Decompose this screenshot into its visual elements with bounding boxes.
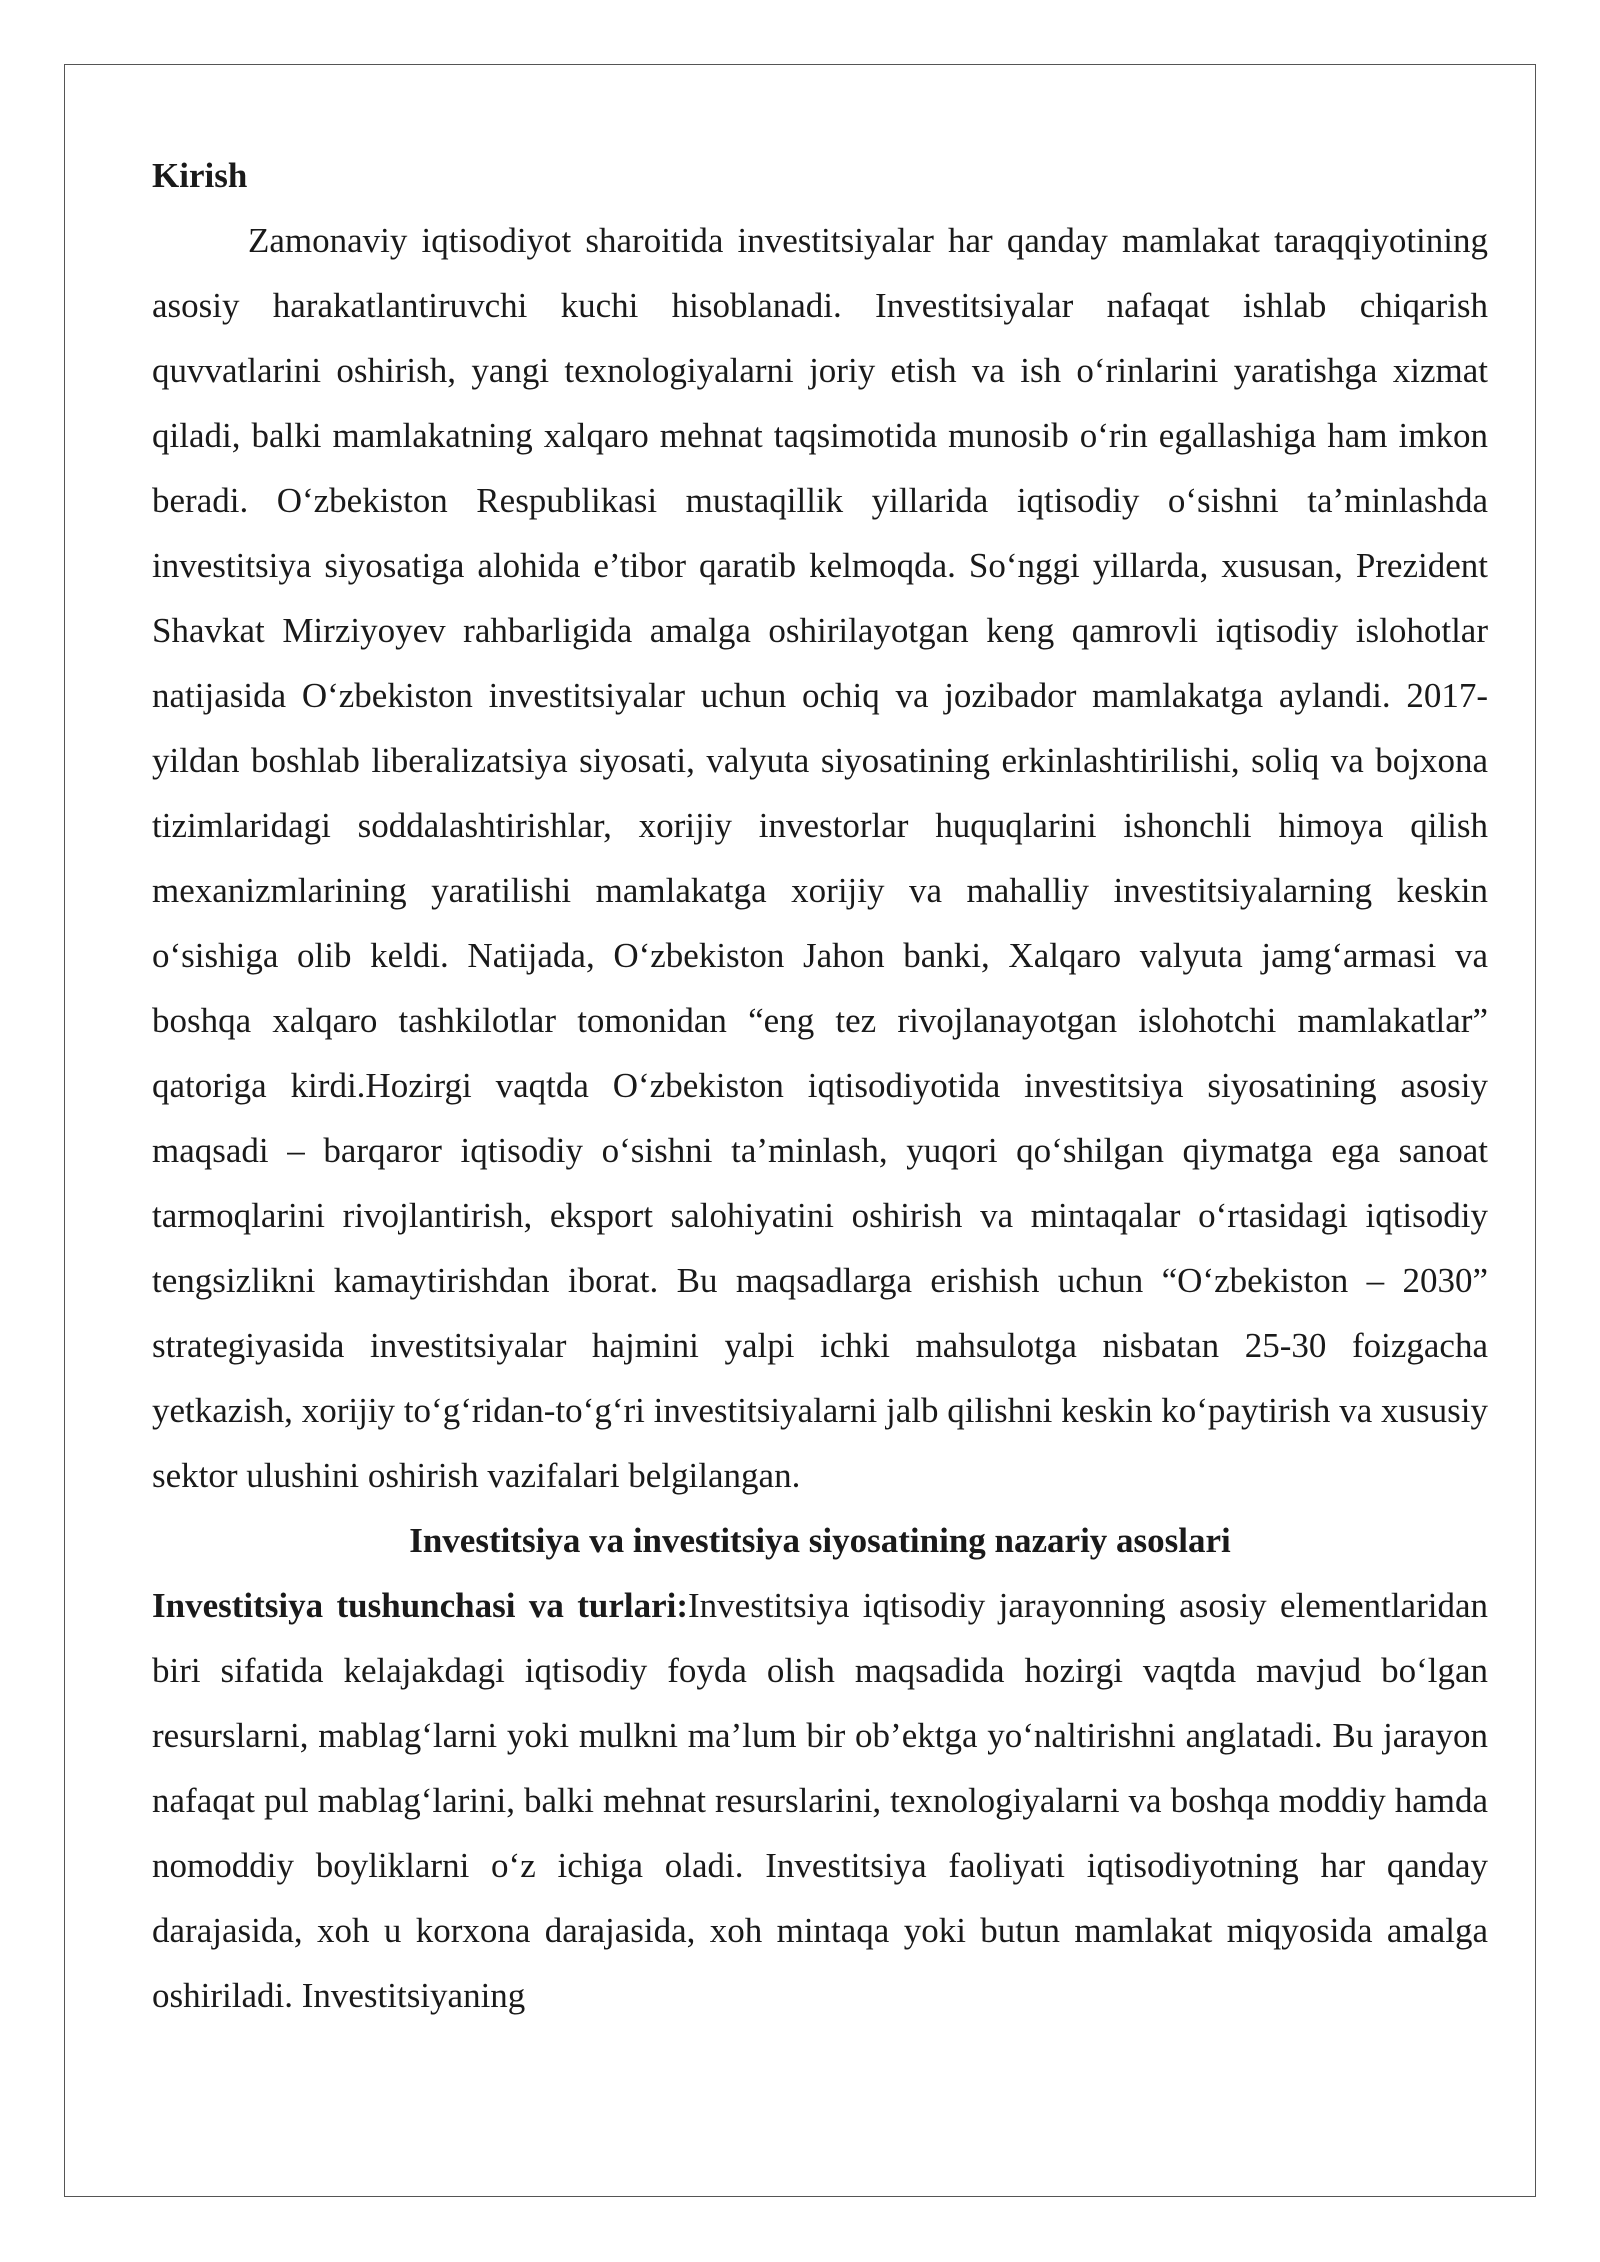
- document-body: [152, 143, 1488, 2028]
- subsection-paragraph: [152, 1573, 1488, 2028]
- subsection-text: Investitsiya iqtisodiy jarayonning asosiy elementlaridan biri sifatida kelajakdagi iqtisodiy foyda olish maqsadida hozirgi vaqtda mavjud bo‘lgan resurslarni, mablag‘larni yoki mulkni ma’lum bir ob’ektga yo‘naltirishni anglatadi. Bu jarayon nafaqat pul mablag‘larini, balki mehnat resurslarini, texnologiyalarni va boshqa moddiy hamda nomoddiy boyliklarni o‘z ichiga oladi. Investitsiya faoliyati iqtisodiyotning har qanday darajasida, xoh u korxona darajasida, xoh mintaqa yoki butun mamlakat miqyosida amalga oshiriladi. Investitsiyaning: [152, 1586, 1488, 2015]
- subsection-label: Investitsiya tushunchasi va turlari:: [152, 1586, 689, 1625]
- section-title: Investitsiya va investitsiya siyosatining nazariy asoslari: [409, 1521, 1231, 1560]
- heading-introduction: Kirish: [152, 156, 248, 195]
- intro-paragraph: Zamonaviy iqtisodiyot sharoitida investitsiyalar har qanday mamlakat taraqqiyotining asosiy harakatlantiruvchi kuchi hisoblanadi. Investitsiyalar nafaqat ishlab chiqarish quvvatlarini oshirish, yangi texnologiyalarni joriy etish va ish o‘rinlarini yaratishga xizmat qiladi, balki mamlakatning xalqaro mehnat taqsimotida munosib o‘rin egallashiga ham imkon beradi. O‘zbekiston Respublikasi mustaqillik yillarida iqtisodiy o‘sishni ta’minlashda investitsiya siyosatiga alohida e’tibor qaratib kelmoqda. So‘nggi yillarda, xususan, Prezident Shavkat Mirziyoyev rahbarligida amalga oshirilayotgan keng qamrovli iqtisodiy islohotlar natijasida O‘zbekiston investitsiyalar uchun ochiq va jozibador mamlakatga aylandi. 2017-yildan boshlab liberalizatsiya siyosati, valyuta siyosatining erkinlashtirilishi, soliq va bojxona tizimlaridagi soddalashtirishlar, xorijiy investorlar huquqlarini ishonchli himoya qilish mexanizmlarining yaratilishi mamlakatga xorijiy va mahalliy investitsiyalarning keskin o‘sishiga olib keldi. Natijada, O‘zbekiston Jahon banki, Xalqaro valyuta jamg‘armasi va boshqa xalqaro tashkilotlar tomonidan “eng tez rivojlanayotgan islohotchi mamlakatlar” qatoriga kirdi.Hozirgi vaqtda O‘zbekiston iqtisodiyotida investitsiya siyosatining asosiy maqsadi – barqaror iqtisodiy o‘sishni ta’minlash, yuqori qo‘shilgan qiymatga ega sanoat tarmoqlarini rivojlantirish, eksport salohiyatini oshirish va mintaqalar o‘rtasidagi iqtisodiy tengsizlikni kamaytirishdan iborat. Bu maqsadlarga erishish uchun “O‘zbekiston – 2030” strategiyasida investitsiyalar hajmini yalpi ichki mahsulotga nisbatan 25-30 foizgacha yetkazish, xorijiy to‘g‘ridan-to‘g‘ri investitsiyalarni jalb qilishni keskin ko‘paytirish va xususiy sektor ulushini oshirish vazifalari belgilangan.: [152, 221, 1488, 1495]
